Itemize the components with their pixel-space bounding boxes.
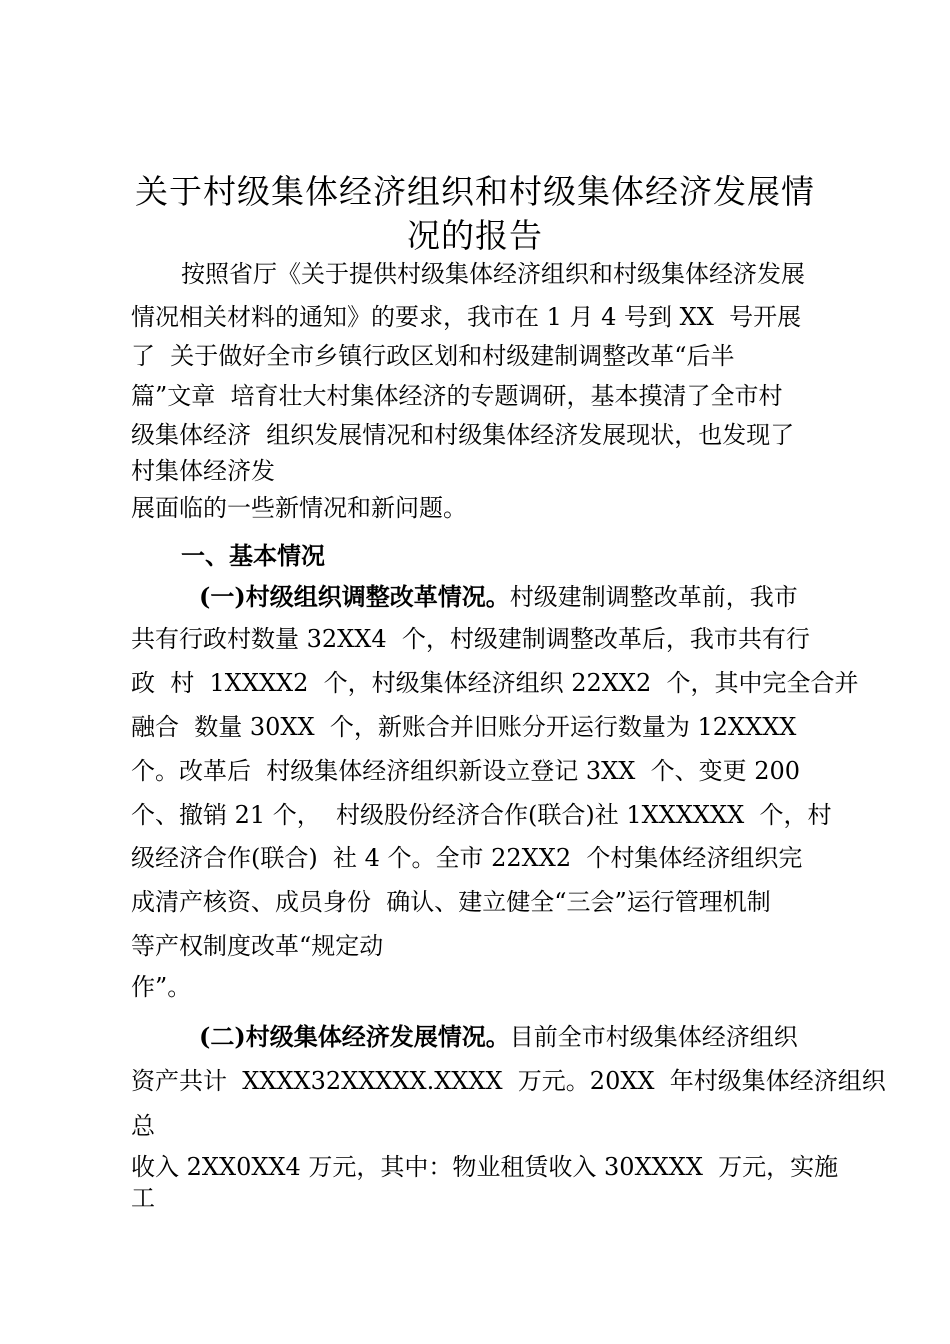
- para2-line: 工: [131, 1184, 155, 1212]
- para1-line-first: [199, 582, 798, 612]
- para1-line: 级经济合作(联合) 社 4 个。全市 22XX2 个村集体经济组织完: [131, 844, 803, 872]
- title-line-2: 况的报告: [407, 216, 543, 255]
- intro-line: 村集体经济发: [131, 457, 275, 485]
- para1-lead: (一)村级组织调整改革情况。: [199, 582, 510, 611]
- title-line-1: 关于村级集体经济组织和村级集体经济发展情: [135, 172, 815, 211]
- para1-line: 个、撤销 21 个， 村级股份经济合作(联合)社 1XXXXXX 个，村: [131, 801, 832, 829]
- para2-line: 总: [131, 1112, 155, 1140]
- intro-line: 情况相关材料的通知》的要求，我市在 1 月 4 号到 XX 号开展: [131, 303, 802, 331]
- para1-line: 成清产核资、成员身份 确认、建立健全“三会”运行管理机制: [131, 888, 771, 916]
- section-heading: 一、基本情况: [181, 542, 325, 570]
- para1-line: 政 村 1XXXX2 个，村级集体经济组织 22XX2 个，其中完全合并: [131, 669, 859, 697]
- para1-line: 等产权制度改革“规定动: [131, 932, 384, 960]
- para2-text: 目前全市村级集体经济组织: [509, 1023, 798, 1051]
- para1-line: 融合 数量 30XX 个，新账合并旧账分开运行数量为 12XXXX: [131, 713, 797, 741]
- para1-line: 作”。: [131, 973, 192, 1001]
- para1-text: 村级建制调整改革前，我市: [509, 583, 798, 611]
- intro-line: 了 关于做好全市乡镇行政区划和村级建制调整改革“后半: [131, 342, 735, 370]
- intro-line: 级集体经济 组织发展情况和村级集体经济发展现状，也发现了: [131, 421, 795, 449]
- document-title: [120, 170, 830, 258]
- para2-line: 资产共计 XXXX32XXXXX.XXXX 万元。20XX 年村级集体经济组织: [131, 1067, 886, 1095]
- para2-line-first: [199, 1022, 798, 1052]
- para2-line: 收入 2XX0XX4 万元，其中：物业租赁收入 30XXXX 万元，实施: [131, 1153, 839, 1181]
- intro-line: 按照省厅《关于提供村级集体经济组织和村级集体经济发展: [181, 260, 805, 288]
- intro-line: 展面临的一些新情况和新问题。: [131, 494, 467, 522]
- para1-line: 个。改革后 村级集体经济组织新设立登记 3XX 个、变更 200: [131, 757, 801, 785]
- para1-line: 共有行政村数量 32XX4 个，村级建制调整改革后，我市共有行: [131, 625, 810, 653]
- para2-lead: (二)村级集体经济发展情况。: [199, 1022, 510, 1051]
- intro-line: 篇”文章 培育壮大村集体经济的专题调研，基本摸清了全市村: [131, 382, 783, 410]
